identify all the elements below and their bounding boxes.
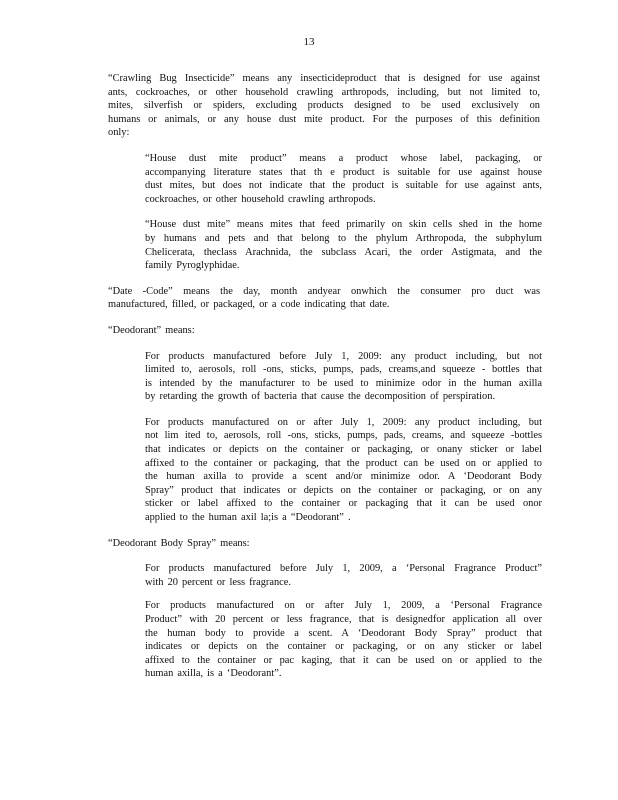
text-line: cockroaches, or other household crawling arthropods. xyxy=(145,193,376,205)
text-line: affixed to the container or pac kaging, that it can be used on or applied to the xyxy=(145,654,542,666)
definition-date-code xyxy=(108,285,540,312)
text-line: For products manufactured on or after July 1, 2009: any product including, but xyxy=(145,416,542,428)
definition-house-dust-mite-product xyxy=(145,152,542,206)
text-line: mites, silverfish or spiders, excluding products designed to be used exclusively on xyxy=(108,100,540,112)
text-line: “Deodorant Body Spray” means: xyxy=(108,537,250,549)
text-line: applied to the human axil la;is a “Deodorant” . xyxy=(145,512,351,524)
text-line: dust mites, but does not indicate that the product is suitable for use against ants, xyxy=(145,180,542,192)
text-line: not lim ited to, aerosols, roll -ons, sticks, pumps, pads, creams, and squeeze -bottles xyxy=(145,430,542,442)
text-line: manufactured, filled, or packaged, or a code indicating that date. xyxy=(108,299,390,311)
definition-house-dust-mite xyxy=(145,218,542,272)
deodorant-after-2009 xyxy=(145,416,542,525)
text-line: “House dust mite product” means a product whose label, packaging, or xyxy=(145,152,542,164)
text-line: the human axilla to provide a scent and/or minimize odor. A ‘Deodorant Body xyxy=(145,471,542,483)
text-line: “Crawling Bug Insecticide” means any insecticideproduct that is designed for use against xyxy=(108,73,540,84)
text-line: Product” with 20 percent or less fragrance, that is designedfor application all over xyxy=(145,614,542,625)
text-line: family Pyroglyphidae. xyxy=(145,260,240,272)
text-line: “Date -Code” means the day, month andyear onwhich the consumer pro duct was xyxy=(108,285,540,297)
page-number: 13 xyxy=(303,36,315,48)
deodorant-body-spray-after-2009 xyxy=(145,599,542,681)
text-line: the human body to provide a scent. A ‘Deodorant Body Spray” product that xyxy=(145,627,542,639)
text-line: “Deodorant” means: xyxy=(108,324,195,336)
definition-deodorant-heading xyxy=(108,324,540,338)
text-line: only: xyxy=(108,127,130,139)
text-line: humans or animals, or any house dust mite product. For the purposes of this definition xyxy=(108,113,540,125)
text-line: by humans and pets and that belong to the phylum Arthropoda, the subphylum xyxy=(145,232,542,244)
text-line: by retarding the growth of bacteria that cause the decomposition of perspiration. xyxy=(145,391,496,403)
text-line: For products manufactured before July 1, 2009: any product including, but not xyxy=(145,350,542,362)
text-line: For products manufactured on or after July 1, 2009, a ‘Personal Fragrance xyxy=(145,600,542,612)
text-line: limited to, aerosols, roll -ons, sticks, pumps, pads, creams,and squeeze - bottles that xyxy=(145,364,542,376)
deodorant-body-spray-before-2009 xyxy=(145,562,542,589)
deodorant-before-2009 xyxy=(145,350,542,404)
definition-deodorant-body-spray-heading xyxy=(108,537,540,551)
text-line: sticker or label affixed to the container or packaging that it can be used onor xyxy=(145,498,542,510)
text-line: accompanying literature states that th e product is suitable for use against house xyxy=(145,166,542,178)
text-line: human axilla, is a ‘Deodorant”. xyxy=(145,668,282,680)
definition-crawling-bug-insecticide xyxy=(108,72,540,140)
document-body xyxy=(108,72,540,693)
text-line: Chelicerata, theclass Arachnida, the subclass Acari, the order Astigmata, and the xyxy=(145,246,542,258)
text-line: with 20 percent or less fragrance. xyxy=(145,576,291,588)
text-line: indicates or depicts on the container or packaging, or on any sticker or label xyxy=(145,641,542,653)
text-line: Spray” product that indicates or depicts on the container or packaging, or on any xyxy=(145,484,542,496)
text-line: For products manufactured before July 1, 2009, a ‘Personal Fragrance Product” xyxy=(145,563,542,575)
text-line: affixed to the container or packaging, that the product can be used on or applied to xyxy=(145,457,542,469)
text-line: ants, cockroaches, or other household crawling arthropods, including, but not limited to, xyxy=(108,86,540,98)
text-line: that indicates or depicts on the container or packaging, or onany sticker or label xyxy=(145,444,542,456)
text-line: “House dust mite” means mites that feed primarily on skin cells shed in the home xyxy=(145,219,542,231)
text-line: is intended by the manufacturer to be used to minimize odor in the human axilla xyxy=(145,377,542,389)
